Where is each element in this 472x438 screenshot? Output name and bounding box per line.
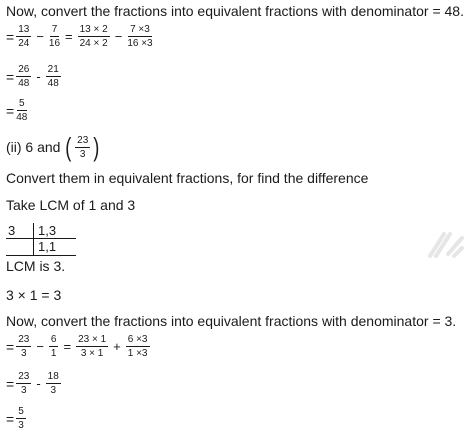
equals-sign: = (6, 338, 15, 355)
lcm-take-line: Take LCM of 1 and 3 (6, 197, 136, 213)
right-paren: ) (93, 132, 100, 162)
minus-sign: − (36, 29, 44, 44)
denominator: 1 ×3 (127, 348, 148, 359)
left-paren: ( (65, 132, 72, 162)
fraction (16, 64, 31, 89)
denominator: 3 × 1 (80, 348, 104, 359)
fraction (76, 334, 108, 359)
numerator: 13 × 2 (79, 24, 108, 35)
divider-line (6, 255, 76, 256)
fraction (127, 24, 152, 49)
denominator: 48 (18, 78, 30, 89)
equals-sign: = (6, 28, 15, 45)
minus-sign: − (114, 29, 123, 44)
denominator: 3 (20, 348, 27, 359)
equation-2 (6, 64, 63, 89)
lcm-division-table (6, 222, 74, 254)
part-ii-label: (ii) 6 and (6, 139, 61, 155)
numerator: 23 (77, 134, 89, 146)
equals-sign: = (6, 68, 15, 85)
fraction (16, 406, 26, 431)
fraction (49, 334, 59, 359)
equals-sign: = (63, 339, 72, 354)
minus-sign: − (36, 339, 44, 354)
denominator: 3 (18, 420, 24, 431)
fraction (16, 334, 31, 359)
equals-sign: = (6, 410, 15, 427)
table-row (6, 238, 74, 254)
denominator: 16 ×3 (127, 38, 153, 49)
fraction (75, 135, 90, 160)
denominator: 3 (20, 385, 27, 396)
dividend-cell: 1,3 (38, 223, 57, 238)
table-row (6, 222, 74, 238)
plus-sign: + (113, 339, 121, 354)
fraction (16, 371, 31, 396)
quotient-cell: 1,1 (38, 239, 57, 254)
fraction (46, 371, 61, 396)
fraction (16, 24, 31, 49)
equation-6 (6, 406, 28, 431)
numerator: 7 (51, 24, 58, 35)
denominator: 3 (79, 148, 86, 160)
fraction (78, 24, 110, 49)
minus-sign: - (36, 376, 41, 391)
watermark-logo-icon (426, 226, 466, 260)
lcm-result-line: LCM is 3. (6, 258, 66, 274)
numerator: 26 (18, 64, 30, 75)
denominator: 1 (50, 348, 57, 359)
fraction (126, 334, 150, 359)
minus-sign: - (36, 69, 41, 84)
numerator: 7 ×3 (130, 24, 150, 35)
fraction (49, 24, 60, 49)
denominator: 3 (50, 385, 56, 396)
denominator: 24 (18, 38, 30, 49)
multiplication-line: 3 × 1 = 3 (6, 287, 62, 303)
equals-sign: = (65, 29, 73, 44)
numerator: 6 (50, 334, 57, 345)
convert-line: Convert them in equivalent fractions, for find the difference (6, 170, 369, 186)
instruction-line-48: Now, convert the fractions into equivalent fractions with denominator = 48. (6, 3, 464, 19)
denominator: 16 (48, 38, 61, 49)
numerator: 23 × 1 (78, 334, 107, 345)
instruction-line-3: Now, convert the fractions into equivalent fractions with denominator = 3. (6, 313, 457, 329)
equation-4 (6, 334, 152, 359)
denominator: 24 × 2 (79, 38, 108, 49)
numerator: 21 (47, 64, 59, 75)
equation-1 (6, 24, 155, 49)
equation-3 (6, 98, 29, 123)
equals-sign: = (6, 375, 15, 392)
numerator: 23 (18, 334, 30, 345)
divisor-cell: 3 (8, 223, 16, 238)
divider-line (6, 238, 76, 239)
denominator: 48 (16, 112, 28, 123)
numerator: 5 (18, 406, 24, 417)
numerator: 6 ×3 (127, 334, 148, 345)
equals-sign: = (6, 102, 15, 119)
numerator: 18 (47, 371, 59, 382)
numerator: 23 (18, 371, 30, 382)
fraction (16, 98, 27, 123)
numerator: 5 (18, 98, 25, 109)
fraction (46, 64, 61, 89)
numerator: 13 (18, 24, 30, 35)
denominator: 48 (47, 78, 59, 89)
equation-5 (6, 371, 63, 396)
part-ii-heading (6, 134, 101, 160)
divider-line (33, 223, 34, 255)
